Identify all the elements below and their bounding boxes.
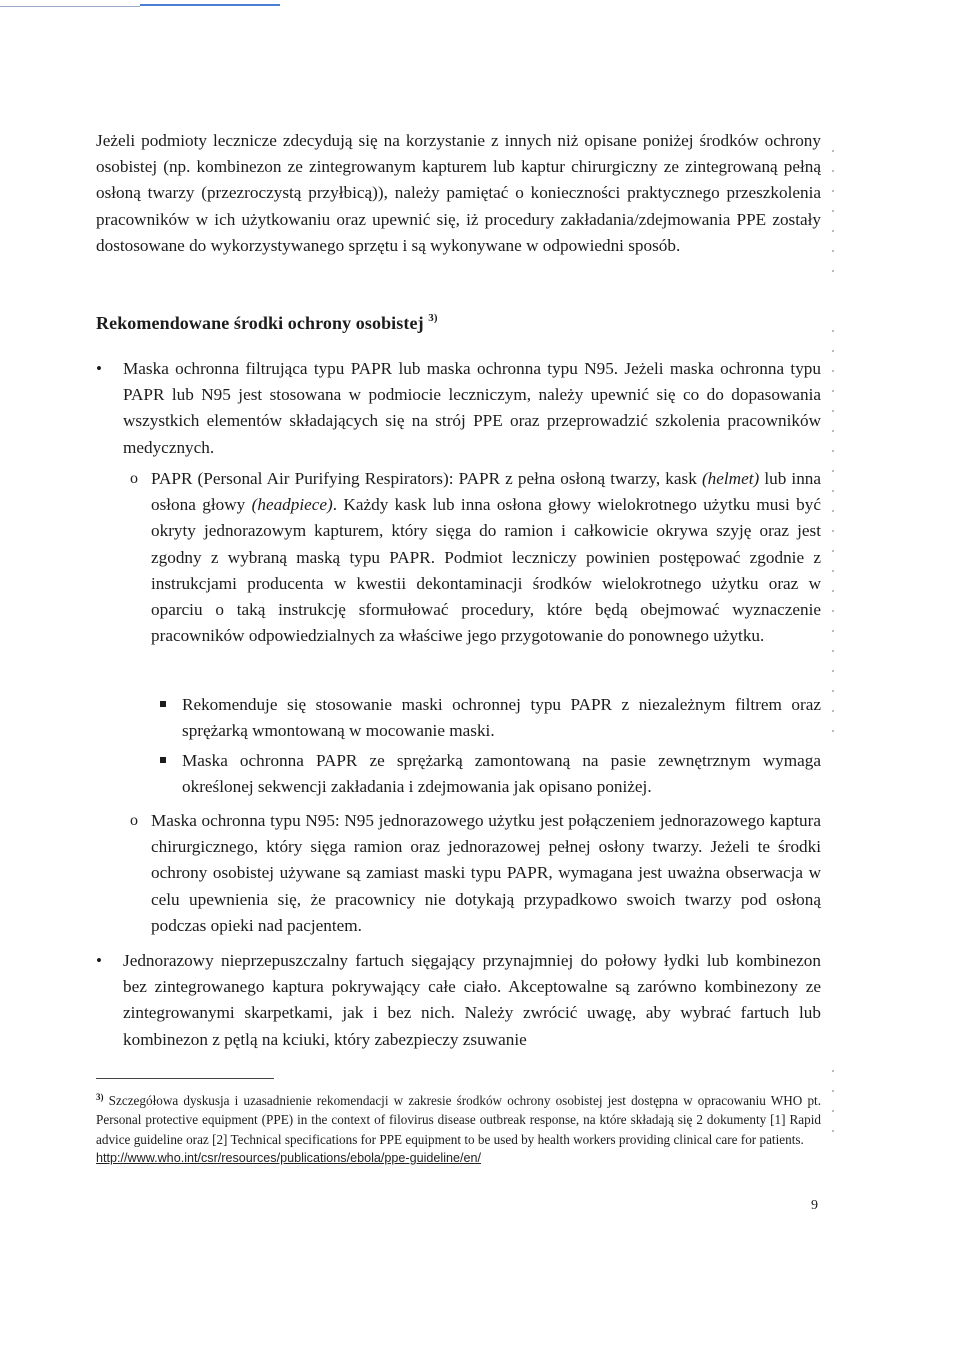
square-bullet-icon: [160, 701, 166, 707]
papr-subitem-1: [160, 692, 821, 744]
scan-margin-marks: [832, 150, 834, 280]
papr-text-end: . Każdy kask lub inna osłona głowy wielokrotnego użytku musi być okryty jednorazowym kapturem, który sięga do ramion i całkowicie okrywa szyję oraz jest zgodny z wybraną maską typu PAPR. Podmiot leczniczy powinien postępować zgodnie z instrukcjami producenta w kwestii dekontaminacji środków wielokrotnego użytku oraz w oparciu o taką instrukcję sformułować procedury, które będą obejmować wyznaczenie pracowników odpowiedzialnych za właściwe jego przygotowanie do ponownego użytku.: [151, 495, 822, 646]
helmet-term: (helmet): [701, 469, 760, 488]
square-bullet-icon: [160, 757, 166, 763]
bullet-text: Jednorazowy nieprzepuszczalny fartuch sięgający przynajmniej do połowy łydki lub kombinezon bez zintegrowanego kaptura pokrywający całe ciało. Akceptowalne są zarówno kombinezony ze zintegrowanymi skarpetkami, jak i bez nich. Należy zwrócić uwagę, aby wybrać fartuch lub kombinezon z pętlą na kciuki, który zabezpieczy zsuwanie: [123, 951, 821, 1049]
papr-subitem-2: [160, 748, 821, 800]
n95-text: Maska ochronna typu N95: N95 jednorazowego użytku jest połączeniem jednorazowego kaptura chirurgicznego, który sięga ramion oraz jednorazowej pełnej osłony twarzy. Jeżeli te środki ochrony osobistej używane są zamiast maski typu PAPR, wymagana jest uważna obserwacja w celu upewnienia się, że pracownicy nie dotykają przypadkowo swoich twarzy pod osłoną podczas opieki nad pacjentem.: [151, 811, 821, 935]
sub-marker: o: [130, 812, 138, 829]
footnote-text: Szczegółowa dyskusja i uzasadnienie rekomendacji w zakresie środków ochrony osobistej jest dostępna w opracowaniu WHO pt. Personal protective equipment (PPE) in the context of filovirus disease outbreak response, na które składają się 2 dokumenty [1] Rapid advice guideline oraz [2] Technical specifications for PPE equipment to be used by health workers providing clinical care for patients.: [96, 1093, 821, 1147]
papr-text: [151, 466, 821, 649]
papr-text-start: PAPR (Personal Air Purifying Respirators): PAPR z pełna osłoną twarzy, kask: [151, 469, 697, 488]
bullet-item-gown: [96, 948, 821, 1053]
bullet-text: Maska ochronna filtrująca typu PAPR lub maska ochronna typu N95. Jeżeli maska ochronna typu PAPR lub N95 jest stosowana w podmiocie leczniczym, należy upewnić się co do dopasowania wszystkich elementów składających się na strój PPE oraz przeprowadzić szkolenia pracowników medycznych.: [123, 359, 821, 457]
sub-marker: o: [130, 470, 138, 487]
papr-text-middle: lub inna osłona głowy: [151, 469, 822, 515]
footnote-ref: 3): [96, 1092, 104, 1102]
bullet-marker: •: [96, 951, 102, 970]
bullet-marker: •: [96, 359, 102, 378]
scan-margin-marks: [832, 330, 834, 750]
sub-item-papr: [130, 466, 821, 649]
section-heading-text: Rekomendowane środki ochrony osobistej: [96, 313, 424, 333]
page-number: 9: [811, 1198, 818, 1213]
bullet-item-mask: [96, 356, 821, 461]
intro-block: [96, 128, 821, 259]
scan-edge-line: [0, 6, 140, 7]
intro-paragraph: Jeżeli podmioty lecznicze zdecydują się na korzystanie z innych niż opisane poniżej środków ochrony osobistej (np. kombinezon ze zintegrowanym kapturem lub kaptur chirurgiczny ze zintegrowaną pełną osłoną twarzy (przezroczystą przyłbicą)), należy pamiętać o konieczności praktycznego przeszkolenia pracowników w ich użytkowaniu oraz upewnić się, iż procedury zakładania/zdejmowania PPE zostały dostosowane do wykorzystywanego sprzętu i są wykonywane w odpowiedni sposób.: [96, 131, 821, 255]
scan-margin-marks: [832, 1070, 834, 1150]
scan-edge-line-blue: [140, 4, 280, 6]
headpiece-term: (headpiece): [251, 495, 333, 515]
papr-subitem-text: Maska ochronna PAPR ze sprężarką zamontowaną na pasie zewnętrznym wymaga określonej sekwencji zakładania i zdejmowania jak opisano poniżej.: [182, 751, 821, 797]
footnote-divider: [96, 1078, 274, 1079]
section-heading: [96, 312, 438, 334]
footnote-link[interactable]: http://www.who.int/csr/resources/publications/ebola/ppe-guideline/en/: [96, 1151, 482, 1166]
heading-footnote-ref: 3): [428, 312, 438, 324]
papr-subitem-text: Rekomenduje się stosowanie maski ochronnej typu PAPR z niezależnym filtrem oraz sprężarką wmontowaną w mocowanie maski.: [182, 695, 821, 741]
footnote: [96, 1088, 821, 1169]
sub-item-n95: [130, 808, 821, 939]
